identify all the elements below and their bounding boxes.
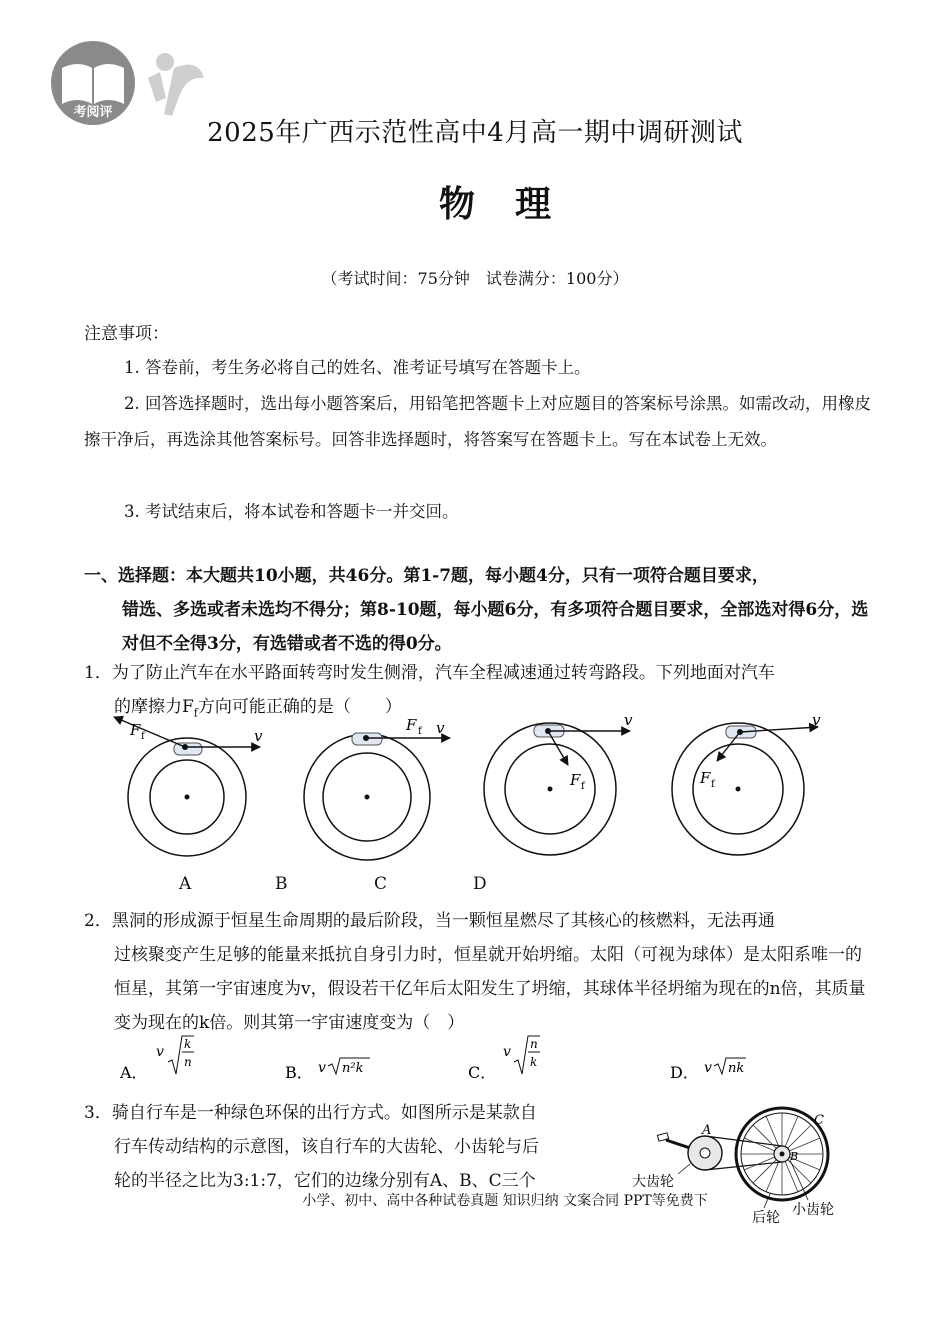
diagram-b — [304, 716, 450, 860]
q1-option-d-label[interactable]: D — [473, 874, 487, 894]
notice-item-1: 1. 答卷前，考生务必将自己的姓名、准考证号填写在答题卡上。 — [124, 358, 591, 377]
force-label-a: F — [130, 721, 141, 739]
question-3 — [84, 1096, 644, 1198]
exam-info: （考试时间：75分钟 试卷满分：100分） — [321, 269, 629, 288]
q2-option-c-label: C． — [468, 1063, 497, 1082]
force-label-d: F — [700, 769, 711, 787]
q2-option-c-den: k — [530, 1055, 538, 1069]
q1-text-b: 方向可能正确的是（ ） — [197, 697, 402, 717]
velocity-label-c: v — [624, 711, 633, 729]
force-sub-d: f — [711, 779, 715, 790]
q2-option-c-num: n — [530, 1037, 538, 1051]
notice-item-2: 2. 回答选择题时，选出每小题答案后，用铅笔把答题卡上对应题目的答案标号涂黑。如需改动，用橡皮擦干净后，再选涂其他答案标号。回答非选择题时，将答案写在答题卡上。写在本试卷上无效。 — [84, 394, 871, 449]
q3-bicycle-figure — [630, 1100, 870, 1230]
diagram-a — [114, 717, 263, 856]
question-3-line-3: 轮的半径之比为3:1:7，它们的边缘分别有A、B、C三个 — [114, 1171, 536, 1191]
exam-title: 2025年广西示范性高中4月高一期中调研测试 — [207, 118, 743, 148]
footer-note: 小学、初中、高中各种试卷真题 知识归纳 文案合同 PPT等免费下 — [302, 1193, 708, 1209]
q2-option-d[interactable] — [670, 1058, 746, 1082]
question-3-line-2: 行车传动结构的示意图，该自行车的大齿轮、小齿轮与后 — [114, 1137, 539, 1157]
force-sub-a: f — [141, 731, 145, 742]
point-a-label: A — [702, 1123, 712, 1138]
question-1-lead: 1．为了防止汽车在水平路面转弯时发生侧滑，汽车全程减速通过转弯路段。下列地面对汽车 — [84, 663, 775, 683]
section-1-continuation: 错选、多选或者未选均不得分；第8-10题，每小题6分，有多项符合题目要求，全部选对得6分，选对但不全得3分，有选错或者不选的得0分。 — [122, 600, 869, 654]
rear-wheel-label: 后轮 — [752, 1210, 780, 1226]
q2-option-a-den: n — [184, 1055, 192, 1069]
force-label-b: F — [406, 716, 417, 734]
subject-title: 物理 — [438, 183, 591, 225]
velocity-label-b: v — [436, 719, 445, 737]
point-b-label: B — [790, 1150, 799, 1163]
q2-option-d-coef: v — [704, 1060, 712, 1076]
velocity-label-d: v — [812, 711, 821, 729]
q2-option-a[interactable] — [119, 1036, 194, 1082]
force-sub-c: f — [581, 781, 585, 792]
force-sub-b: f — [418, 726, 422, 737]
q2-option-d-label: D． — [670, 1063, 699, 1082]
question-2-continuation: 过核聚变产生足够的能量来抵抗自身引力时，恒星就开始坍缩。太阳（可视为球体）是太阳系唯一的恒星，其第一宇宙速度为v，假设若干亿年后太阳发生了坍缩，其球体半径坍缩为现在的n倍，其质量变为现在的k倍。则其第一宇宙速度变为（ ） — [114, 945, 866, 1033]
velocity-label-a: v — [254, 727, 263, 745]
q1-sub: f — [193, 706, 198, 720]
diagram-d — [672, 711, 821, 855]
q1-text-a: 的摩擦力F — [114, 697, 194, 717]
logo-caption: 考阅评 — [73, 105, 113, 120]
question-3-line-1: 3．骑自行车是一种绿色环保的出行方式。如图所示是某款自 — [84, 1103, 537, 1123]
small-gear-label: 小齿轮 — [792, 1202, 834, 1218]
point-c-label: C — [814, 1113, 824, 1128]
q2-option-a-coef: v — [156, 1044, 164, 1060]
diagram-c — [484, 711, 633, 855]
q2-options — [118, 1030, 878, 1086]
q2-option-b-rad: n²k — [342, 1061, 364, 1076]
book-left-page — [62, 64, 92, 104]
book-right-page — [94, 64, 124, 104]
question-2-lead: 2．黑洞的形成源于恒星生命周期的最后阶段，当一颗恒星燃尽了其核心的核燃料，无法再通 — [84, 911, 775, 931]
q2-option-b-coef: v — [318, 1060, 326, 1076]
notice-item-3: 3. 考试结束后，将本试卷和答题卡一并交回。 — [124, 502, 459, 521]
q2-option-c-coef: v — [503, 1044, 511, 1060]
question-2 — [84, 904, 874, 1040]
q1-option-b-label[interactable]: B — [275, 874, 288, 894]
q2-option-b-label: B． — [285, 1063, 313, 1082]
section-1-lead: 一、选择题：本大题共10小题，共46分。第1-7题，每小题4分，只有一项符合题目要求， — [84, 566, 769, 586]
q2-option-a-num: k — [184, 1037, 192, 1051]
q2-option-d-rad: nk — [728, 1061, 745, 1076]
force-label-c: F — [570, 771, 581, 789]
q1-option-c-label[interactable]: C — [374, 874, 388, 894]
q1-option-a-label[interactable]: A — [179, 874, 192, 894]
section-1-heading — [84, 559, 874, 661]
q2-option-a-label: A． — [120, 1063, 148, 1082]
big-gear-label: 大齿轮 — [632, 1174, 674, 1190]
q1-figure — [100, 705, 880, 905]
q2-option-c[interactable] — [468, 1036, 540, 1082]
q2-option-b[interactable] — [285, 1058, 370, 1082]
notice-heading: 注意事项： — [84, 324, 169, 344]
